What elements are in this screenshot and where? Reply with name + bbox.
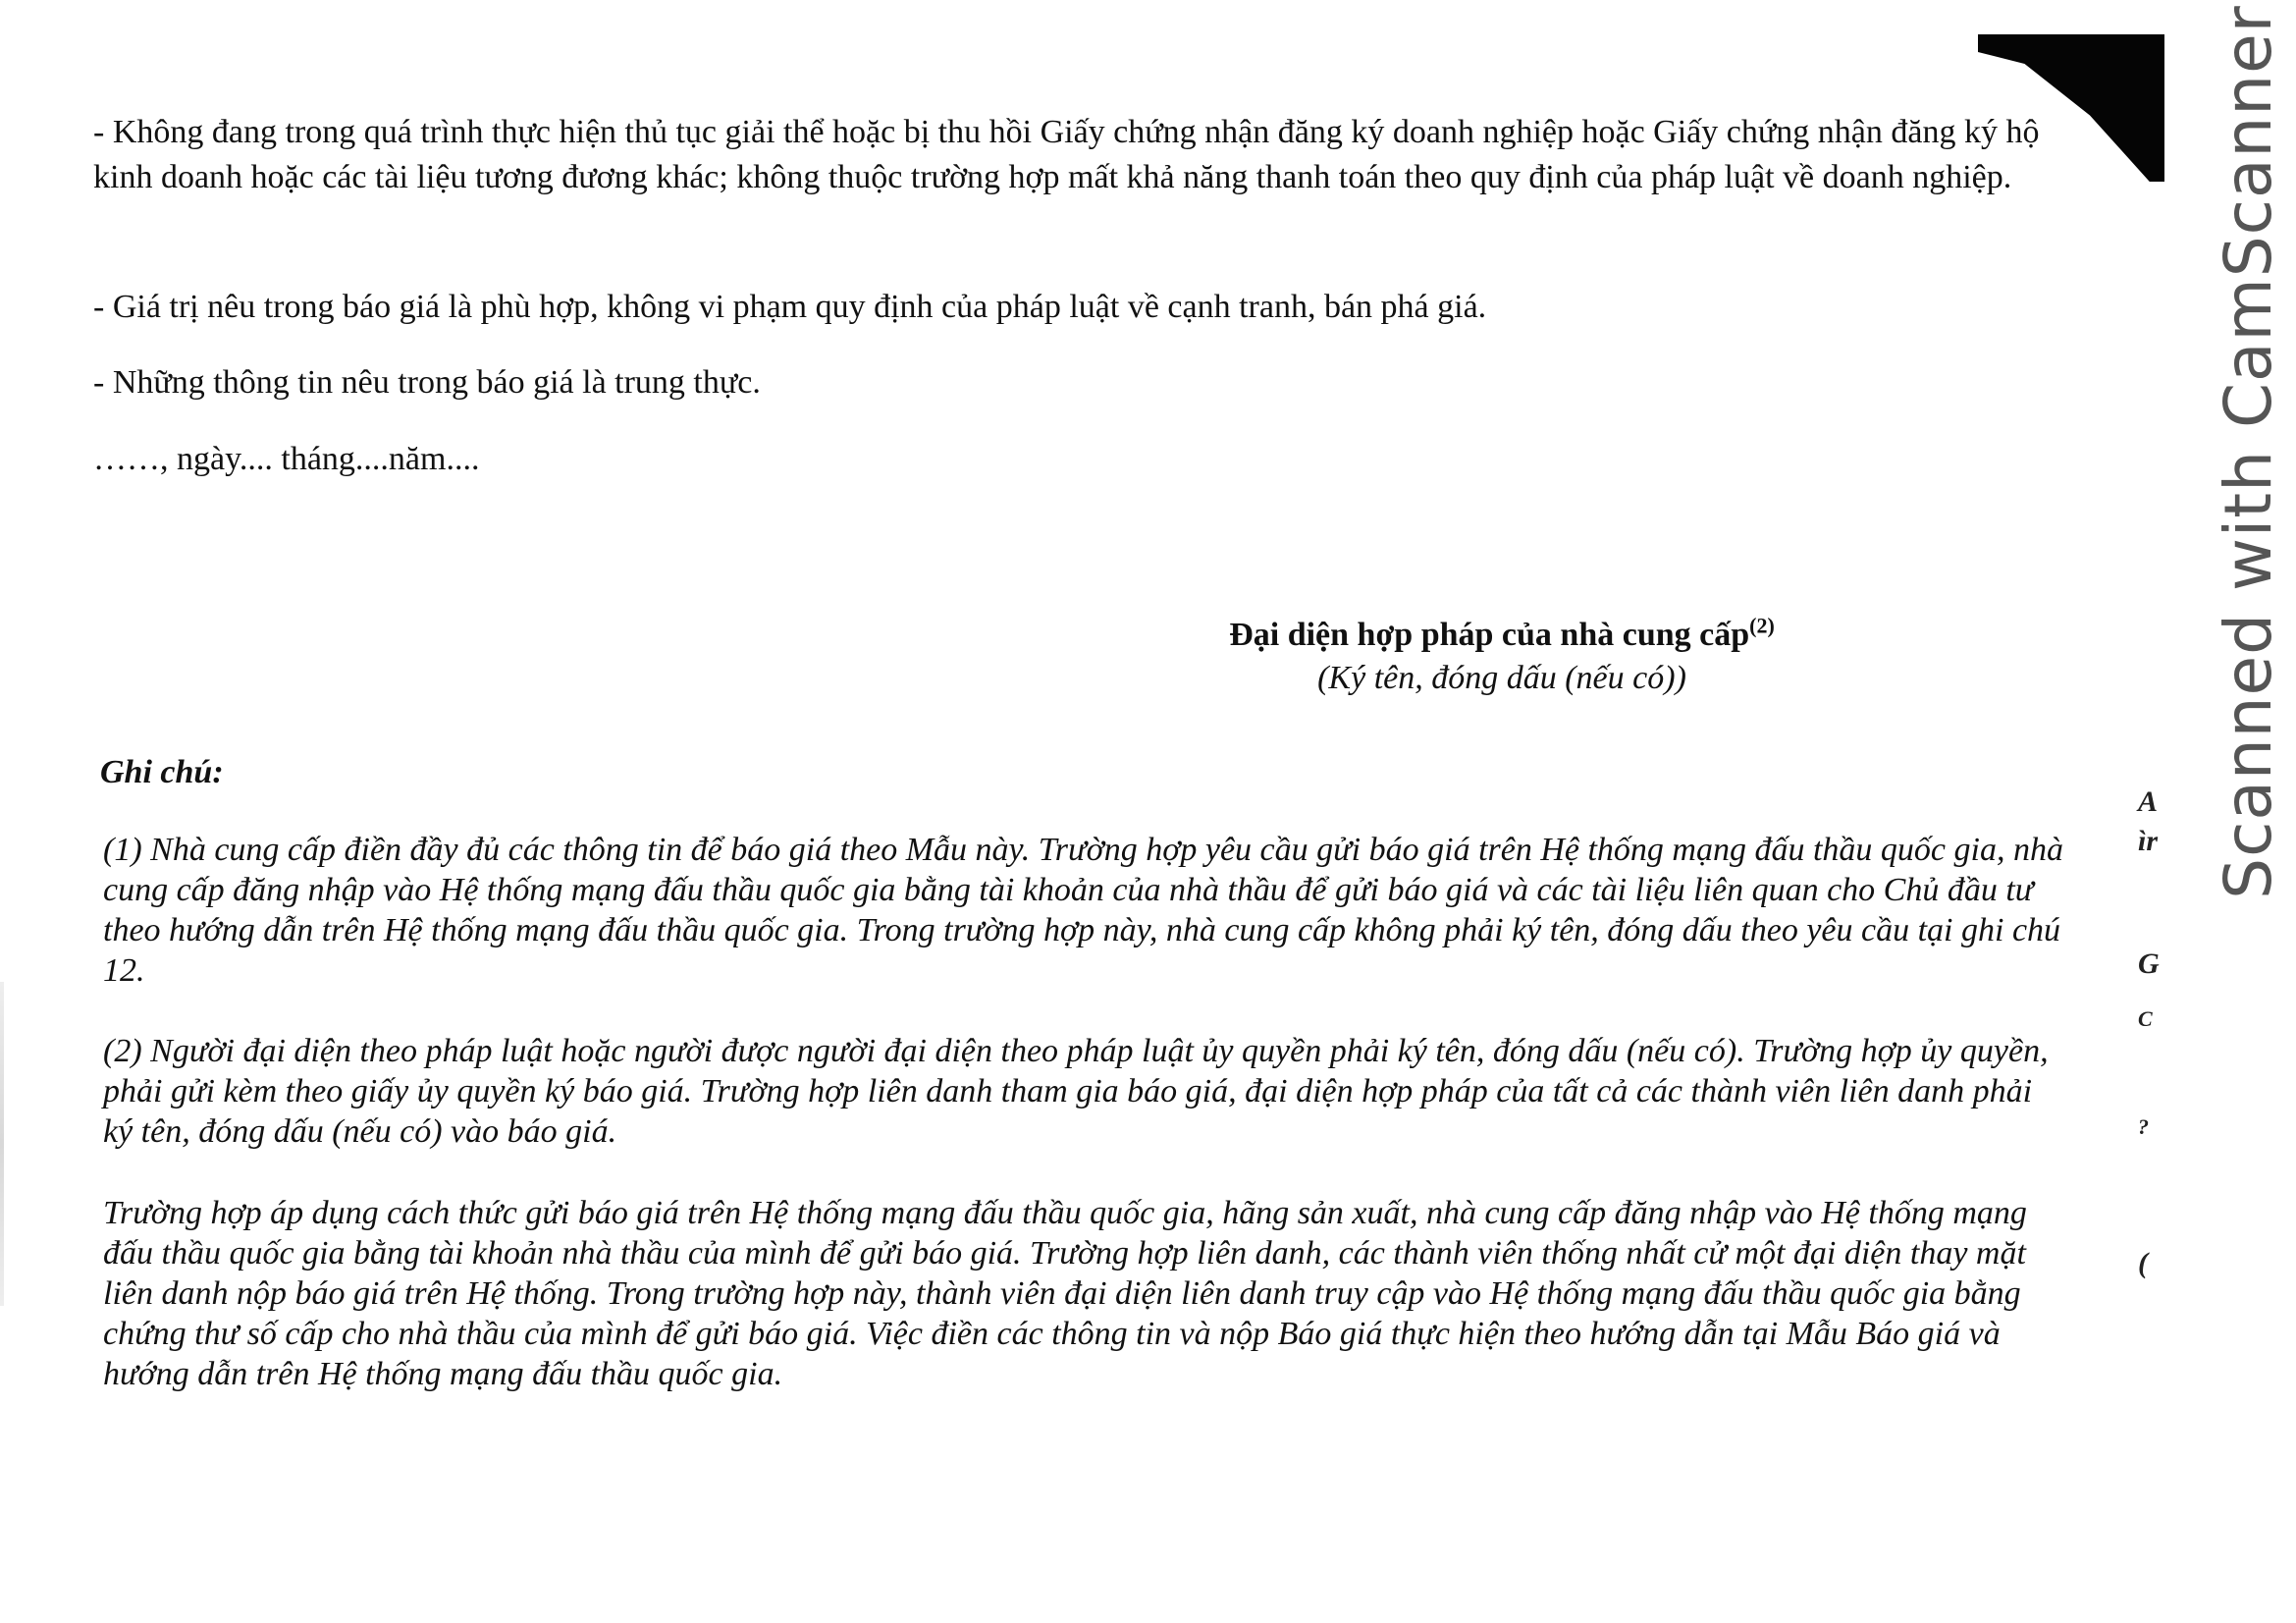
- paragraph-not-dissolving: - Không đang trong quá trình thực hiện thủ tục giải thể hoặc bị thu hồi Giấy chứng nhận đăng ký doanh nghiệp hoặc Giấy chứng nhận đăng ký hộ kinh doanh hoặc các tài liệu tương đương khác; không thuộc trường hợp mất khả năng thanh toán theo quy định của pháp luật về doanh nghiệp.: [93, 114, 2040, 195]
- date-line: ……, ngày.... tháng....năm....: [93, 441, 480, 477]
- margin-fragment: ìr: [2138, 825, 2159, 857]
- margin-fragment: ?: [2138, 1114, 2149, 1139]
- scan-edge-artifact: [0, 982, 4, 1306]
- cut-off-margin-text: [2138, 785, 2177, 1335]
- notes-heading: Ghi chú:: [100, 754, 224, 790]
- watermark-text: Scanned with CamScanner: [2210, 4, 2286, 899]
- signature-title-text: Đại diện hợp pháp của nhà cung cấp: [1229, 617, 1750, 653]
- signature-instruction: (Ký tên, đóng dấu (nếu có)): [1317, 660, 1686, 696]
- margin-fragment: G: [2138, 947, 2160, 980]
- signature-block: [1060, 614, 1944, 700]
- note-item-2: (2) Người đại diện theo pháp luật hoặc người được người đại diện theo pháp luật ủy quyền phải ký tên, đóng dấu (nếu có). Trường hợp ủy quyền, phải gửi kèm theo giấy ủy quyền ký báo giá. Trường hợp liên danh tham gia báo giá, đại diện hợp pháp của tất cả các thành viên liên danh phải ký tên, đóng dấu (nếu có) vào báo giá.: [103, 1033, 2049, 1150]
- margin-fragment: A: [2138, 785, 2159, 818]
- signature-title: [1060, 614, 1944, 657]
- note-item-1: (1) Nhà cung cấp điền đầy đủ các thông tin để báo giá theo Mẫu này. Trường hợp yêu cầu gửi báo giá trên Hệ thống mạng đấu thầu quốc gia, nhà cung cấp đăng nhập vào Hệ thống mạng đấu thầu quốc gia bằng tài khoản của nhà thầu để gửi báo giá và các tài liệu liên quan cho Chủ đầu tư theo hướng dẫn trên Hệ thống mạng đấu thầu quốc gia. Trong trường hợp này, nhà cung cấp không phải ký tên, đóng dấu theo yêu cầu tại ghi chú 12.: [103, 832, 2063, 989]
- note-item-3: Trường hợp áp dụng cách thức gửi báo giá trên Hệ thống mạng đấu thầu quốc gia, hãng sản xuất, nhà cung cấp đăng nhập vào Hệ thống mạng đấu thầu quốc gia bằng tài khoản nhà thầu của mình để gửi báo giá. Trường hợp liên danh, các thành viên thống nhất cử một đại diện thay mặt liên danh nộp báo giá trên Hệ thống. Trong trường hợp này, thành viên đại diện liên danh truy cập vào Hệ thống mạng đấu thầu quốc gia bằng chứng thư số cấp cho nhà thầu của mình để gửi báo giá. Việc điền các thông tin và nộp Báo giá thực hiện theo hướng dẫn tại Mẫu Báo giá và hướng dẫn trên Hệ thống mạng đấu thầu quốc gia.: [103, 1195, 2027, 1392]
- camscanner-watermark: [2209, 4, 2287, 899]
- paragraph-price-compliance: - Giá trị nêu trong báo giá là phù hợp, không vi phạm quy định của pháp luật về cạnh tranh, bán phá giá.: [93, 289, 1487, 325]
- signature-title-footnote: (2): [1749, 613, 1775, 638]
- margin-fragment: C: [2138, 1006, 2153, 1031]
- paragraph-truthful-info: - Những thông tin nêu trong báo giá là trung thực.: [93, 364, 761, 401]
- margin-fragment: (: [2138, 1247, 2148, 1279]
